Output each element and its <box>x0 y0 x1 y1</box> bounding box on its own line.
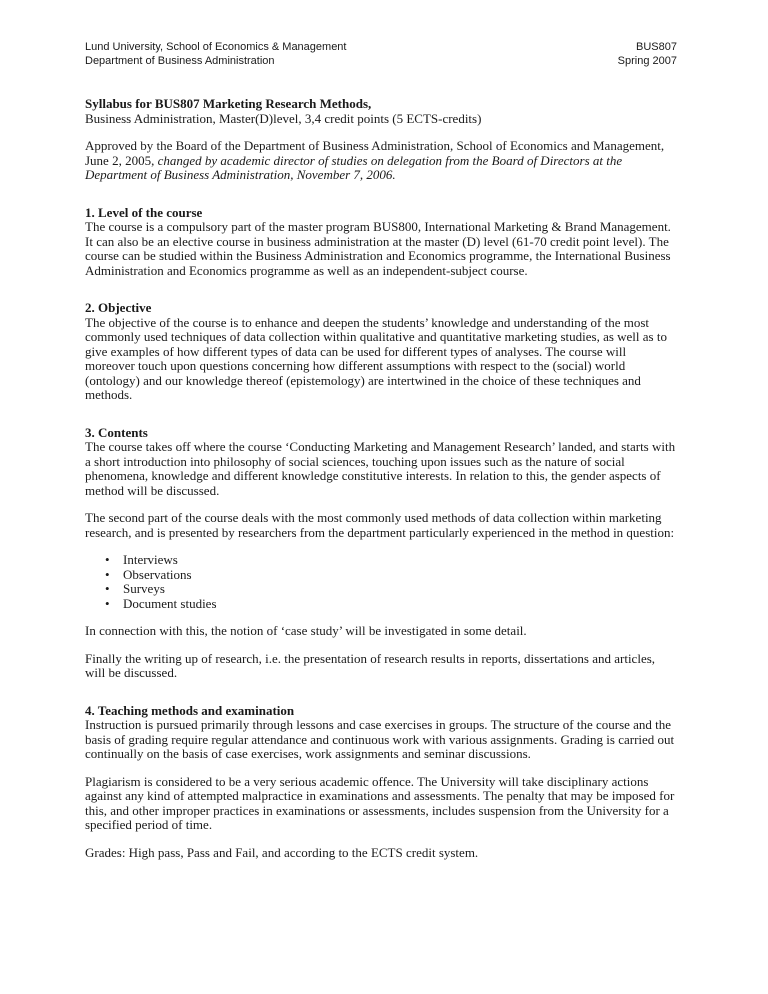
section-contents <box>85 426 677 681</box>
list-item <box>105 553 677 568</box>
paragraph: The objective of the course is to enhance and deepen the students’ knowledge and understanding of the most commonly used techniques of data collection within qualitative and quantitative marketing studies, as well as to give examples of how different types of data can be used for different types of analyses. The course will moreover touch upon questions concerning how different assumptions with respect to the (social) world (ontology) and our knowledge thereof (epistemology) are intertwined in the choice of these techniques and methods. <box>85 314 667 402</box>
section-heading: 1. Level of the course <box>85 204 203 220</box>
list-item <box>105 597 677 612</box>
list-item <box>105 568 677 583</box>
document-title: Syllabus for BUS807 Marketing Research Methods, <box>85 96 372 111</box>
header-left-block <box>85 40 346 68</box>
section-heading: 3. Contents <box>85 424 148 440</box>
section-level-of-course <box>85 206 677 279</box>
list-item-label: Interviews <box>123 552 178 567</box>
section-objective <box>85 301 677 403</box>
bullet-icon: • <box>105 581 110 596</box>
paragraph: The second part of the course deals with the most commonly used methods of data collection within marketing research, and is presented by researchers from the department particularly experienced in the method in question: <box>85 510 675 540</box>
document-subtitle: Business Administration, Master(D)level, 3,4 credit points (5 ECTS-credits) <box>85 110 482 126</box>
document-header <box>85 40 677 68</box>
department-line: Department of Business Administration <box>85 55 275 67</box>
bullet-icon: • <box>105 566 110 582</box>
paragraph: The course takes off where the course ‘Conducting Marketing and Management Research’ landed, and starts with a short introduction into philosophy of social sciences, touching upon issues such as the nature of social phenomena, knowledge and different knowledge constitutive interests. In relation to this, the gender aspects of method will be discussed. <box>85 439 676 498</box>
paragraph: In connection with this, the notion of ‘case study’ will be investigated in some detail. <box>85 623 527 638</box>
bullet-icon: • <box>105 595 110 611</box>
title-block <box>85 97 677 126</box>
approval-note <box>85 139 677 183</box>
term-label: Spring 2007 <box>617 55 677 67</box>
data-collection-method-list <box>85 553 677 611</box>
organization-line: Lund University, School of Economics & Management <box>85 41 347 53</box>
list-item <box>105 582 677 597</box>
header-right-block <box>618 40 677 68</box>
paragraph: Plagiarism is considered to be a very serious academic offence. The University will take disciplinary actions against any kind of attempted malpractice in examinations and assessments. The penalty that may be imposed for this, and other improper practices in examinations or assessments, includes suspension from the University for a specified period of time. <box>85 773 675 832</box>
paragraph: Grades: High pass, Pass and Fail, and according to the ECTS credit system. <box>85 844 479 860</box>
section-heading: 4. Teaching methods and examination <box>85 702 295 718</box>
paragraph: Finally the writing up of research, i.e. the presentation of research results in reports, dissertations and articles, will be discussed. <box>85 650 656 680</box>
list-item-label: Document studies <box>123 595 217 611</box>
course-code: BUS807 <box>636 41 677 53</box>
approval-note-italic: changed by academic director of studies on delegation from the Board of Directors at the Department of Business Administration, November 7, 2006. <box>85 152 623 182</box>
approval-note-normal: Approved by the Board of the Department of Business Administration, School of Economics and Management, June 2, 2005, <box>85 138 665 168</box>
paragraph: Instruction is pursued primarily through lessons and case exercises in groups. The structure of the course and the basis of grading require regular attendance and continuous work with various assignments. Grading is carried out continually on the basis of case exercises, work assignments and seminar discussions. <box>85 717 675 761</box>
list-item-label: Surveys <box>123 581 165 596</box>
list-item-label: Observations <box>123 566 192 582</box>
bullet-icon: • <box>105 552 110 567</box>
section-heading: 2. Objective <box>85 300 152 315</box>
paragraph: The course is a compulsory part of the master program BUS800, International Marketing & Brand Management. It can also be an elective course in business administration at the master (D) level (61-70 credit point level). The course can be studied within the Business Administration and Economics programme, the International Business Administration and Economics programme as well as an independent-subject course. <box>85 219 671 278</box>
document-content <box>85 40 677 860</box>
section-teaching-methods <box>85 704 677 861</box>
